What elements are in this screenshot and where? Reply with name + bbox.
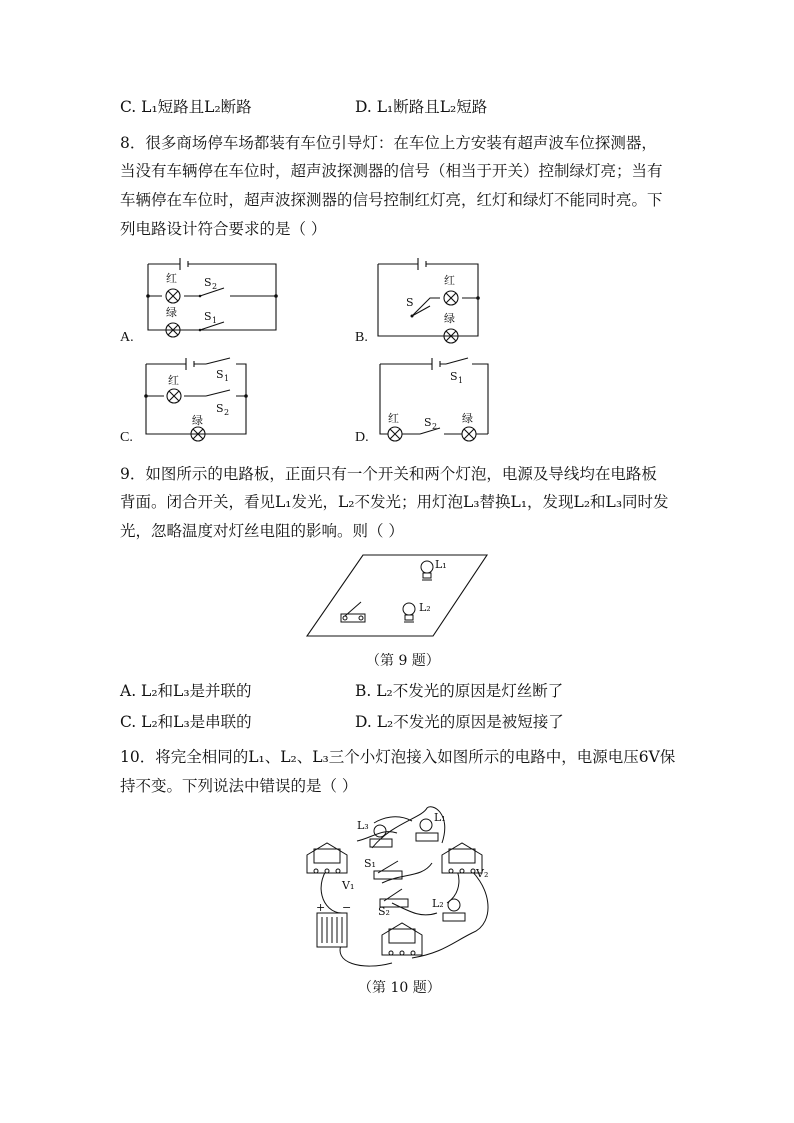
q9-figure-caption: （第 9 题） (366, 653, 440, 669)
label-s1-sub: 1 (224, 374, 230, 383)
label-s1-sub: 1 (212, 316, 218, 325)
label-green: 绿 (166, 306, 177, 319)
q8-option-a-letter: A. (120, 330, 134, 345)
q10-stem-line-2: 持不变。下列说法中错误的是（ ） (120, 777, 358, 795)
label-s1: S (450, 370, 458, 383)
label-green: 绿 (444, 312, 455, 325)
label-s1: S (216, 368, 224, 381)
q9-option-c: C. L₂和L₃是串联的 (120, 713, 252, 731)
bulb-icon (443, 899, 465, 921)
q9-option-b: B. L₂不发光的原因是灯丝断了 (355, 682, 564, 700)
switch-icon (341, 602, 365, 622)
label-l3: L₃ (357, 819, 369, 832)
q8-circuit-a (140, 250, 280, 342)
q9-circuit-board-figure (305, 552, 490, 640)
switch-icon (374, 861, 402, 879)
label-red: 红 (388, 412, 399, 425)
q8-circuit-d (378, 358, 490, 440)
battery-icon (317, 913, 347, 947)
label-red: 红 (166, 272, 177, 285)
label-s1: S₁ (364, 857, 376, 870)
label-s2: S (216, 402, 224, 415)
label-l2: L₂ (419, 601, 431, 614)
q10-stem-line-1: 10．将完全相同的L₁、L₂、L₃三个小灯泡接入如图所示的电路中，电源电压6V保 (120, 748, 676, 766)
q8-stem-line-4: 列电路设计符合要求的是（ ） (120, 220, 327, 238)
label-green: 绿 (192, 414, 203, 427)
label-s1-sub: 1 (458, 376, 464, 385)
q8-circuit-b (378, 256, 488, 344)
label-minus: − (342, 901, 352, 914)
q9-option-d: D. L₂不发光的原因是被短接了 (355, 713, 564, 731)
label-v1: V₁ (342, 879, 355, 892)
q9-option-a: A. L₂和L₃是并联的 (120, 682, 252, 700)
bulb-icon (421, 561, 433, 580)
label-s2-sub: 2 (212, 282, 218, 291)
label-s2: S₂ (378, 905, 390, 918)
q8-stem-line-2: 当没有车辆停在车位时，超声波探测器的信号（相当于开关）控制绿灯亮；当有 (120, 162, 663, 180)
label-s: S (406, 296, 414, 309)
label-s1: S (204, 310, 212, 323)
q10-figure-caption: （第 10 题） (358, 980, 441, 996)
label-red: 红 (168, 374, 179, 387)
q10-circuit-figure (302, 803, 502, 973)
q9-stem-line-1: 9．如图所示的电路板，正面只有一个开关和两个灯泡，电源及导线均在电路板 (120, 465, 657, 483)
q8-option-c-letter: C. (120, 430, 133, 445)
q8-circuit-c (146, 356, 256, 438)
bulb-icon (370, 825, 392, 847)
label-s2: S (204, 276, 212, 289)
bulb-icon (403, 603, 415, 622)
label-plus: + (316, 901, 326, 914)
ammeter (382, 923, 422, 955)
q9-stem-line-2: 背面。闭合开关，看见L₁发光，L₂不发光；用灯泡L₃替换L₁，发现L₂和L₃同时发 (120, 493, 669, 511)
label-red: 红 (444, 274, 455, 287)
q7-option-d: D. L₁断路且L₂短路 (355, 98, 488, 116)
label-v2: V₂ (476, 867, 489, 880)
q8-option-b-letter: B. (355, 330, 368, 345)
label-green: 绿 (462, 412, 473, 425)
q9-stem-line-3: 光，忽略温度对灯丝电阻的影响。则（ ） (120, 522, 404, 540)
q8-stem-line-3: 车辆停在车位时，超声波探测器的信号控制红灯亮，红灯和绿灯不能同时亮。下 (120, 191, 663, 209)
q7-option-c: C. L₁短路且L₂断路 (120, 98, 252, 116)
label-l2: L₂ (432, 897, 444, 910)
label-s2-sub: 2 (224, 408, 230, 417)
q8-stem-line-1: 8．很多商场停车场都装有车位引导灯：在车位上方安装有超声波车位探测器， (120, 134, 657, 152)
q8-option-d-letter: D. (355, 430, 369, 445)
label-l1: L₁ (435, 558, 447, 571)
label-s2-sub: 2 (432, 422, 438, 431)
voltmeter-v1 (307, 843, 347, 873)
label-s2: S (424, 416, 432, 429)
label-l1: L₁ (434, 811, 446, 824)
